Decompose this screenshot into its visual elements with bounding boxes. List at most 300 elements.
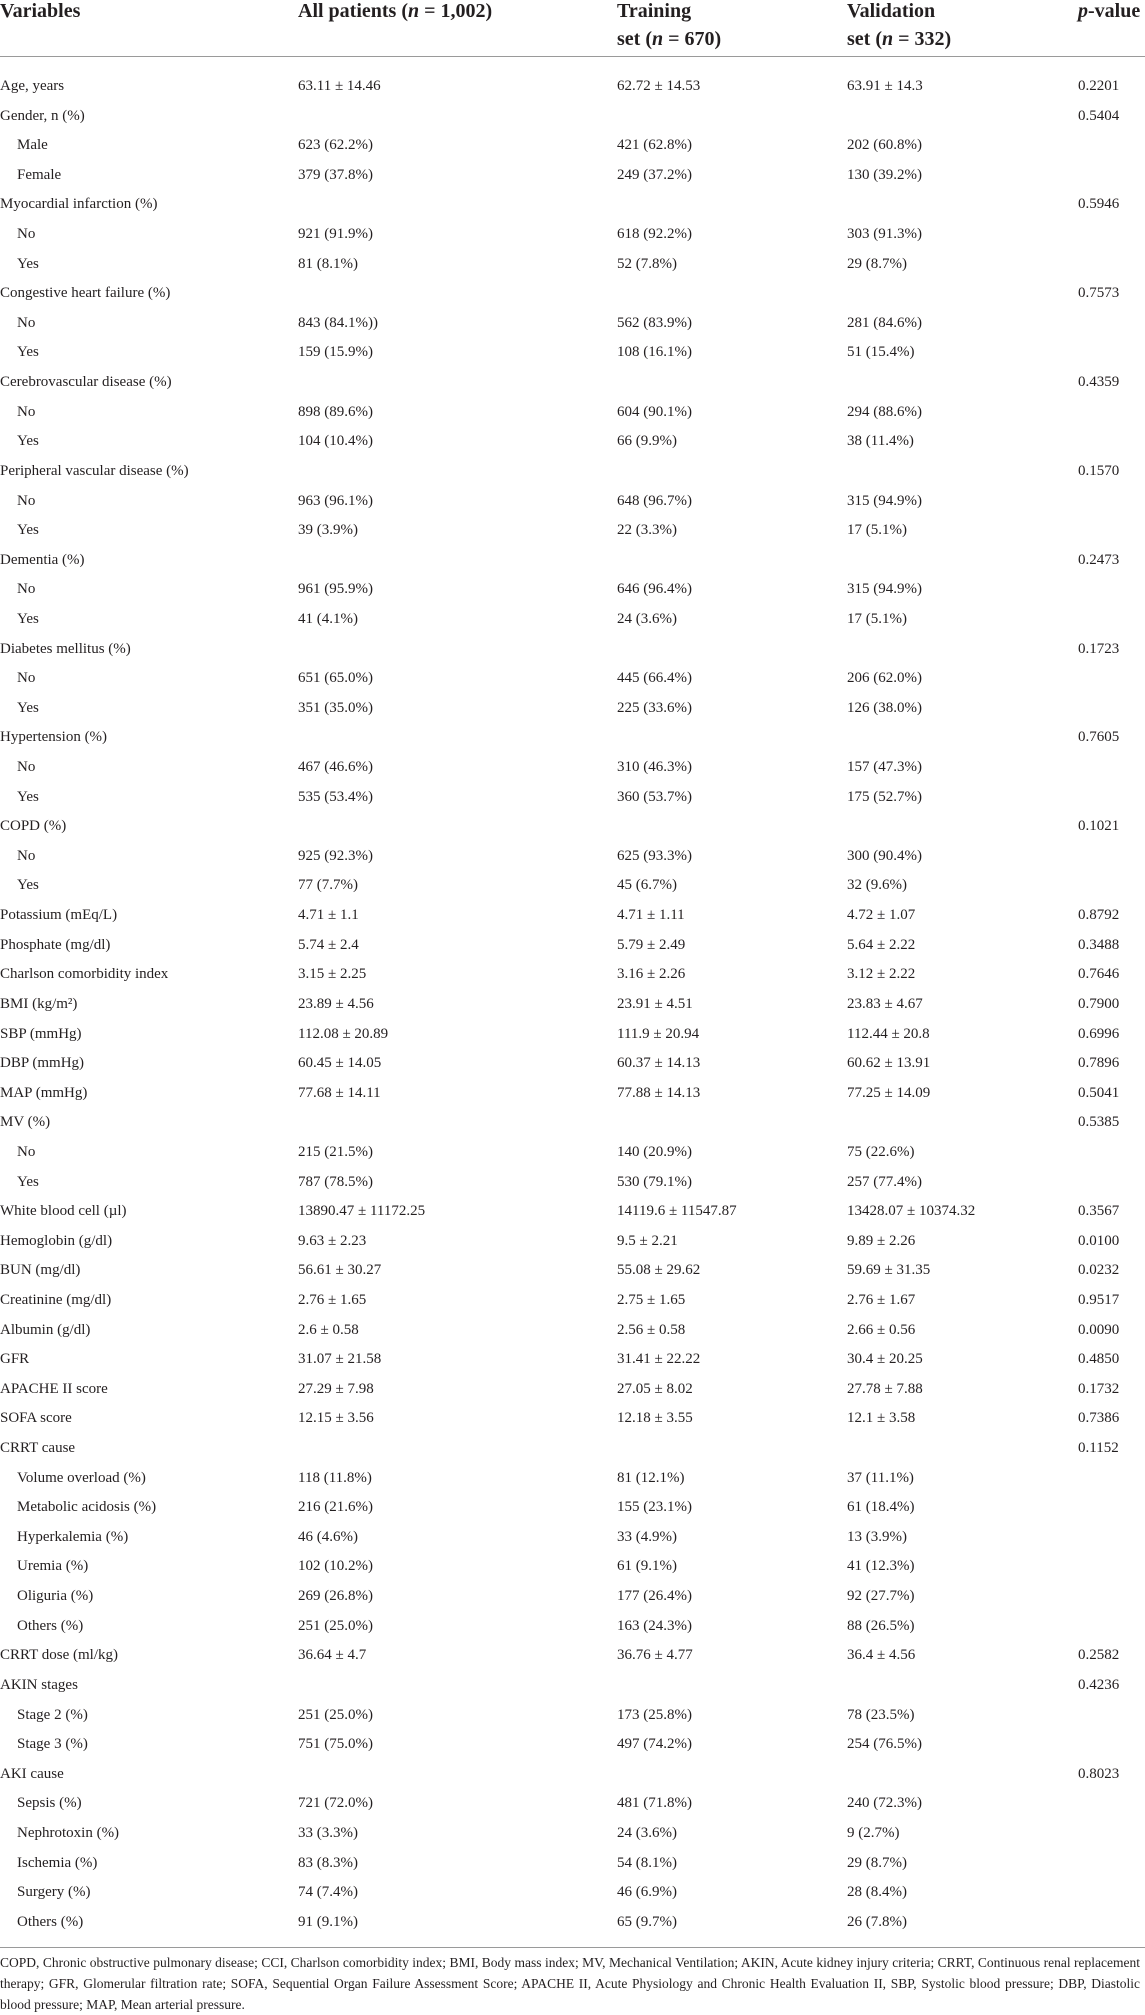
training-cell: 225 (33.6%) <box>617 699 692 716</box>
all-patients-cell: 216 (21.6%) <box>298 1499 373 1516</box>
table-row <box>0 1908 1145 1938</box>
row-label: SBP (mmHg) <box>0 1025 82 1042</box>
all-patients-cell: 269 (26.8%) <box>298 1588 373 1605</box>
training-cell: 163 (24.3%) <box>617 1617 692 1634</box>
validation-cell: 29 (8.7%) <box>847 255 907 272</box>
row-label: COPD (%) <box>0 818 67 835</box>
all-patients-cell: 787 (78.5%) <box>298 1173 373 1190</box>
table-row <box>0 1701 1145 1731</box>
row-label: CRRT dose (ml/kg) <box>0 1647 118 1664</box>
table-row <box>0 1819 1145 1849</box>
training-cell: 530 (79.1%) <box>617 1173 692 1190</box>
training-cell: 618 (92.2%) <box>617 226 692 243</box>
training-cell: 24 (3.6%) <box>617 1824 677 1841</box>
table-row <box>0 309 1145 339</box>
row-label: BMI (kg/m²) <box>0 995 78 1012</box>
p-value-cell: 0.7900 <box>1078 995 1120 1012</box>
all-patients-cell: 721 (72.0%) <box>298 1795 373 1812</box>
row-label: No <box>17 1143 36 1160</box>
p-value-cell: 0.0100 <box>1078 1232 1120 1249</box>
row-label: Yes <box>17 1173 39 1190</box>
training-cell: 22 (3.3%) <box>617 522 677 539</box>
training-cell: 31.41 ± 22.22 <box>617 1351 701 1368</box>
validation-cell: 60.62 ± 13.91 <box>847 1055 931 1072</box>
all-patients-cell: 74 (7.4%) <box>298 1884 358 1901</box>
header-training-set: Training set (n = 670) <box>617 0 722 50</box>
training-cell: 52 (7.8%) <box>617 255 677 272</box>
table-row <box>0 161 1145 191</box>
all-patients-cell: 104 (10.4%) <box>298 433 373 450</box>
training-cell: 60.37 ± 14.13 <box>617 1055 701 1072</box>
p-value-cell: 0.6996 <box>1078 1025 1120 1042</box>
table-header <box>0 0 1145 57</box>
validation-cell: 254 (76.5%) <box>847 1736 922 1753</box>
row-label: Male <box>17 137 48 154</box>
p-value-cell: 0.1723 <box>1078 640 1120 657</box>
all-patients-cell: 27.29 ± 7.98 <box>298 1380 374 1397</box>
validation-cell: 27.78 ± 7.88 <box>847 1380 923 1397</box>
row-label: Potassium (mEq/L) <box>0 907 118 924</box>
p-value-cell: 0.7896 <box>1078 1055 1120 1072</box>
validation-cell: 257 (77.4%) <box>847 1173 922 1190</box>
table-row <box>0 960 1145 990</box>
all-patients-cell: 2.76 ± 1.65 <box>298 1291 367 1308</box>
row-label: Female <box>17 166 62 183</box>
row-label: MAP (mmHg) <box>0 1084 88 1101</box>
training-cell: 2.56 ± 0.58 <box>617 1321 686 1338</box>
table-row <box>0 102 1145 132</box>
row-label: Volume overload (%) <box>17 1469 146 1486</box>
training-cell: 4.71 ± 1.11 <box>617 907 685 924</box>
all-patients-cell: 23.89 ± 4.56 <box>298 995 374 1012</box>
p-value-cell: 0.7605 <box>1078 729 1120 746</box>
table-row <box>0 812 1145 842</box>
table-row <box>0 1612 1145 1642</box>
header-validation-set: Validation set (n = 332) <box>847 0 952 50</box>
all-patients-cell: 925 (92.3%) <box>298 847 373 864</box>
row-label: Yes <box>17 699 39 716</box>
validation-cell: 126 (38.0%) <box>847 699 922 716</box>
all-patients-cell: 535 (53.4%) <box>298 788 373 805</box>
training-cell: 81 (12.1%) <box>617 1469 685 1486</box>
table-row <box>0 605 1145 635</box>
table-row <box>0 753 1145 783</box>
row-label: Dementia (%) <box>0 551 85 568</box>
table-row <box>0 1286 1145 1316</box>
row-label: Congestive heart failure (%) <box>0 285 171 302</box>
table-row <box>0 1256 1145 1286</box>
table-row <box>0 1849 1145 1879</box>
row-label: No <box>17 226 36 243</box>
validation-cell: 112.44 ± 20.8 <box>847 1025 930 1042</box>
all-patients-cell: 215 (21.5%) <box>298 1143 373 1160</box>
row-label: Age, years <box>0 78 65 94</box>
all-patients-cell: 91 (9.1%) <box>298 1913 358 1930</box>
all-patients-cell: 5.74 ± 2.4 <box>298 936 359 953</box>
table-row <box>0 338 1145 368</box>
validation-cell: 88 (26.5%) <box>847 1617 915 1634</box>
training-cell: 65 (9.7%) <box>617 1913 677 1930</box>
table-row <box>0 931 1145 961</box>
p-value-cell: 0.2201 <box>1078 78 1120 94</box>
validation-cell: 4.72 ± 1.07 <box>847 907 916 924</box>
training-cell: 604 (90.1%) <box>617 403 692 420</box>
row-label: Hypertension (%) <box>0 729 108 746</box>
validation-cell: 5.64 ± 2.22 <box>847 936 916 953</box>
training-cell: 54 (8.1%) <box>617 1854 677 1871</box>
table-row <box>0 250 1145 280</box>
row-label: Yes <box>17 255 39 272</box>
p-value-cell: 0.3488 <box>1078 936 1120 953</box>
row-label: White blood cell (µl) <box>0 1203 127 1220</box>
row-label: Uremia (%) <box>17 1558 89 1575</box>
all-patients-cell: 13890.47 ± 11172.25 <box>298 1203 426 1220</box>
all-patients-cell: 4.71 ± 1.1 <box>298 907 359 924</box>
training-cell: 497 (74.2%) <box>617 1736 692 1753</box>
validation-cell: 315 (94.9%) <box>847 581 922 598</box>
training-cell: 648 (96.7%) <box>617 492 692 509</box>
row-label: Myocardial infarction (%) <box>0 196 158 213</box>
training-cell: 45 (6.7%) <box>617 877 677 894</box>
all-patients-cell: 112.08 ± 20.89 <box>298 1025 389 1042</box>
row-label: Charlson comorbidity index <box>0 966 169 983</box>
table-row <box>0 1552 1145 1582</box>
all-patients-cell: 351 (35.0%) <box>298 699 373 716</box>
table-row <box>0 1049 1145 1079</box>
validation-cell: 13 (3.9%) <box>847 1528 907 1545</box>
table-row <box>0 190 1145 220</box>
all-patients-cell: 33 (3.3%) <box>298 1824 358 1841</box>
validation-cell: 36.4 ± 4.56 <box>847 1647 916 1664</box>
all-patients-cell: 81 (8.1%) <box>298 255 358 272</box>
all-patients-cell: 843 (84.1%)) <box>298 314 378 331</box>
row-label: Nephrotoxin (%) <box>17 1824 120 1841</box>
row-label: Others (%) <box>17 1913 84 1930</box>
training-cell: 310 (46.3%) <box>617 759 692 776</box>
validation-cell: 30.4 ± 20.25 <box>847 1351 923 1368</box>
validation-cell: 63.91 ± 14.3 <box>847 78 923 94</box>
table-row <box>0 1493 1145 1523</box>
training-cell: 421 (62.8%) <box>617 137 692 154</box>
row-label: Ischemia (%) <box>17 1854 98 1871</box>
row-label: No <box>17 492 36 509</box>
training-cell: 62.72 ± 14.53 <box>617 78 701 94</box>
table-row <box>0 1138 1145 1168</box>
row-label: DBP (mmHg) <box>0 1055 85 1072</box>
row-label: Others (%) <box>17 1617 84 1634</box>
training-cell: 177 (26.4%) <box>617 1588 692 1605</box>
p-value-cell: 0.4850 <box>1078 1351 1120 1368</box>
validation-cell: 206 (62.0%) <box>847 670 922 687</box>
row-label: Yes <box>17 877 39 894</box>
training-cell: 24 (3.6%) <box>617 610 677 627</box>
validation-cell: 61 (18.4%) <box>847 1499 915 1516</box>
validation-cell: 157 (47.3%) <box>847 759 922 776</box>
training-cell: 12.18 ± 3.55 <box>617 1410 693 1427</box>
validation-cell: 175 (52.7%) <box>847 788 922 805</box>
row-label: APACHE II score <box>0 1380 108 1397</box>
all-patients-cell: 102 (10.2%) <box>298 1558 373 1575</box>
table-row <box>0 575 1145 605</box>
p-value-cell: 0.7386 <box>1078 1410 1120 1427</box>
table-row <box>0 457 1145 487</box>
training-cell: 55.08 ± 29.62 <box>617 1262 701 1279</box>
all-patients-cell: 159 (15.9%) <box>298 344 373 361</box>
p-value-cell: 0.8023 <box>1078 1765 1120 1782</box>
table-row <box>0 1375 1145 1405</box>
training-cell: 36.76 ± 4.77 <box>617 1647 693 1664</box>
training-cell: 481 (71.8%) <box>617 1795 692 1812</box>
p-value-cell: 0.1570 <box>1078 462 1120 479</box>
table-row <box>0 842 1145 872</box>
table-row <box>0 220 1145 250</box>
all-patients-cell: 898 (89.6%) <box>298 403 373 420</box>
table-row <box>0 427 1145 457</box>
table-row <box>0 546 1145 576</box>
all-patients-cell: 36.64 ± 4.7 <box>298 1647 367 1664</box>
validation-cell: 59.69 ± 31.35 <box>847 1262 931 1279</box>
table-row <box>0 1641 1145 1671</box>
table-row <box>0 131 1145 161</box>
validation-cell: 92 (27.7%) <box>847 1588 915 1605</box>
table-row <box>0 1404 1145 1434</box>
validation-cell: 2.76 ± 1.67 <box>847 1291 916 1308</box>
training-cell: 33 (4.9%) <box>617 1528 677 1545</box>
row-label: Metabolic acidosis (%) <box>17 1499 157 1516</box>
table-row <box>0 1878 1145 1908</box>
row-label: SOFA score <box>0 1410 72 1427</box>
validation-cell: 12.1 ± 3.58 <box>847 1410 916 1427</box>
training-cell: 5.79 ± 2.49 <box>617 936 686 953</box>
table-footnote: COPD, Chronic obstructive pulmonary disease; CCI, Charlson comorbidity index; BMI, Body mass index; MV, Mechanical Ventilation; AKIN, Acute kidney injury criteria; CRRT, Continuous renal replacement therapy; GFR, Glomerular filtration rate; SOFA, Sequential Organ Failure Assessment Score; APACHE II, Acute Physiology and Chronic Health Evaluation II, SBP, Systolic blood pressure; DBP, Diastolic blood pressure; MAP, Mean arterial pressure. <box>0 1955 1140 2012</box>
all-patients-cell: 2.6 ± 0.58 <box>298 1321 359 1338</box>
p-value-cell: 0.1021 <box>1078 818 1120 835</box>
all-patients-cell: 41 (4.1%) <box>298 610 358 627</box>
all-patients-cell: 63.11 ± 14.46 <box>298 78 381 94</box>
row-label: MV (%) <box>0 1114 51 1131</box>
table-row <box>0 664 1145 694</box>
table-row <box>0 1108 1145 1138</box>
table-row <box>0 368 1145 398</box>
validation-cell: 9.89 ± 2.26 <box>847 1232 916 1249</box>
training-cell: 27.05 ± 8.02 <box>617 1380 693 1397</box>
validation-cell: 23.83 ± 4.67 <box>847 995 923 1012</box>
all-patients-cell: 651 (65.0%) <box>298 670 373 687</box>
row-label: Hyperkalemia (%) <box>17 1528 129 1545</box>
all-patients-cell: 46 (4.6%) <box>298 1528 358 1545</box>
table-row <box>0 1168 1145 1198</box>
training-cell: 646 (96.4%) <box>617 581 692 598</box>
table-row <box>0 72 1145 102</box>
table-row <box>0 279 1145 309</box>
table-row <box>0 1227 1145 1257</box>
row-label: Phosphate (mg/dl) <box>0 936 111 953</box>
p-value-cell: 0.3567 <box>1078 1203 1120 1220</box>
row-label: Stage 3 (%) <box>17 1736 88 1753</box>
all-patients-cell: 251 (25.0%) <box>298 1617 373 1634</box>
training-cell: 2.75 ± 1.65 <box>617 1291 686 1308</box>
validation-cell: 281 (84.6%) <box>847 314 922 331</box>
all-patients-cell: 3.15 ± 2.25 <box>298 966 367 983</box>
all-patients-cell: 251 (25.0%) <box>298 1706 373 1723</box>
all-patients-cell: 961 (95.9%) <box>298 581 373 598</box>
validation-cell: 26 (7.8%) <box>847 1913 907 1930</box>
all-patients-cell: 39 (3.9%) <box>298 522 358 539</box>
table-row <box>0 990 1145 1020</box>
all-patients-cell: 9.63 ± 2.23 <box>298 1232 367 1249</box>
p-value-cell: 0.5041 <box>1078 1084 1120 1101</box>
row-label: Yes <box>17 522 39 539</box>
table-row <box>0 398 1145 428</box>
table-row <box>0 1760 1145 1790</box>
validation-cell: 300 (90.4%) <box>847 847 922 864</box>
p-value-cell: 0.9517 <box>1078 1291 1120 1308</box>
row-label: Yes <box>17 433 39 450</box>
p-value-cell: 0.7573 <box>1078 285 1120 302</box>
table-row <box>0 694 1145 724</box>
header-all-patients: All patients (n = 1,002) <box>298 0 493 22</box>
validation-cell: 77.25 ± 14.09 <box>847 1084 931 1101</box>
row-label: Yes <box>17 610 39 627</box>
validation-cell: 75 (22.6%) <box>847 1143 915 1160</box>
validation-cell: 315 (94.9%) <box>847 492 922 509</box>
table-row <box>0 635 1145 665</box>
table-row <box>0 901 1145 931</box>
row-label: Hemoglobin (g/dl) <box>0 1232 113 1249</box>
row-label: Albumin (g/dl) <box>0 1321 91 1338</box>
p-value-cell: 0.8792 <box>1078 907 1120 924</box>
table-row <box>0 516 1145 546</box>
training-cell: 3.16 ± 2.26 <box>617 966 686 983</box>
header-variables: Variables <box>0 0 81 22</box>
row-label: Stage 2 (%) <box>17 1706 88 1723</box>
row-label: No <box>17 670 36 687</box>
training-cell: 562 (83.9%) <box>617 314 692 331</box>
training-cell: 360 (53.7%) <box>617 788 692 805</box>
table-row <box>0 871 1145 901</box>
p-value-cell: 0.5385 <box>1078 1114 1120 1131</box>
validation-cell: 17 (5.1%) <box>847 610 907 627</box>
training-cell: 77.88 ± 14.13 <box>617 1084 701 1101</box>
validation-cell: 51 (15.4%) <box>847 344 915 361</box>
table-row <box>0 1345 1145 1375</box>
table-row <box>0 1730 1145 1760</box>
p-value-cell: 0.0090 <box>1078 1321 1120 1338</box>
row-label: No <box>17 581 36 598</box>
row-label: Yes <box>17 344 39 361</box>
all-patients-cell: 56.61 ± 30.27 <box>298 1262 382 1279</box>
all-patients-cell: 118 (11.8%) <box>298 1469 372 1486</box>
validation-cell: 294 (88.6%) <box>847 403 922 420</box>
training-cell: 249 (37.2%) <box>617 166 692 183</box>
table-body <box>0 72 1145 1937</box>
all-patients-cell: 467 (46.6%) <box>298 759 373 776</box>
training-cell: 111.9 ± 20.94 <box>617 1025 700 1042</box>
validation-cell: 2.66 ± 0.56 <box>847 1321 916 1338</box>
validation-cell: 38 (11.4%) <box>847 433 914 450</box>
all-patients-cell: 77 (7.7%) <box>298 877 358 894</box>
row-label: Creatinine (mg/dl) <box>0 1291 112 1308</box>
validation-cell: 41 (12.3%) <box>847 1558 915 1575</box>
all-patients-cell: 751 (75.0%) <box>298 1736 373 1753</box>
table-row <box>0 1197 1145 1227</box>
p-value-cell: 0.7646 <box>1078 966 1120 983</box>
table-row <box>0 1434 1145 1464</box>
validation-cell: 240 (72.3%) <box>847 1795 922 1812</box>
row-label: AKIN stages <box>0 1676 78 1693</box>
training-cell: 46 (6.9%) <box>617 1884 677 1901</box>
all-patients-cell: 963 (96.1%) <box>298 492 373 509</box>
row-label: No <box>17 759 36 776</box>
training-cell: 625 (93.3%) <box>617 847 692 864</box>
all-patients-cell: 77.68 ± 14.11 <box>298 1084 381 1101</box>
p-value-cell: 0.4359 <box>1078 374 1120 391</box>
p-value-cell: 0.2582 <box>1078 1647 1120 1664</box>
row-label: Yes <box>17 788 39 805</box>
table-bottom-rule <box>0 1947 1145 1948</box>
validation-cell: 13428.07 ± 10374.32 <box>847 1203 976 1220</box>
p-value-cell: 0.5946 <box>1078 196 1120 213</box>
row-label: Gender, n (%) <box>0 107 85 124</box>
validation-cell: 29 (8.7%) <box>847 1854 907 1871</box>
table-row <box>0 783 1145 813</box>
table-row <box>0 1523 1145 1553</box>
all-patients-cell: 379 (37.8%) <box>298 166 373 183</box>
training-cell: 108 (16.1%) <box>617 344 692 361</box>
row-label: Diabetes mellitus (%) <box>0 640 131 657</box>
row-label: AKI cause <box>0 1765 64 1782</box>
training-cell: 66 (9.9%) <box>617 433 677 450</box>
validation-cell: 17 (5.1%) <box>847 522 907 539</box>
row-label: No <box>17 847 36 864</box>
training-cell: 445 (66.4%) <box>617 670 692 687</box>
validation-cell: 9 (2.7%) <box>847 1824 900 1841</box>
training-cell: 173 (25.8%) <box>617 1706 692 1723</box>
all-patients-cell: 31.07 ± 21.58 <box>298 1351 382 1368</box>
validation-cell: 303 (91.3%) <box>847 226 922 243</box>
p-value-cell: 0.1152 <box>1078 1440 1119 1457</box>
validation-cell: 78 (23.5%) <box>847 1706 915 1723</box>
table-row <box>0 1582 1145 1612</box>
table-row <box>0 1464 1145 1494</box>
row-label: No <box>17 314 36 331</box>
validation-cell: 32 (9.6%) <box>847 877 907 894</box>
training-cell: 23.91 ± 4.51 <box>617 995 693 1012</box>
validation-cell: 28 (8.4%) <box>847 1884 907 1901</box>
table-row <box>0 1789 1145 1819</box>
training-cell: 9.5 ± 2.21 <box>617 1232 678 1249</box>
row-label: GFR <box>0 1351 30 1368</box>
all-patients-cell: 83 (8.3%) <box>298 1854 358 1871</box>
p-value-cell: 0.1732 <box>1078 1380 1120 1397</box>
validation-cell: 37 (11.1%) <box>847 1469 914 1486</box>
validation-cell: 3.12 ± 2.22 <box>847 966 916 983</box>
row-label: Oliguria (%) <box>17 1588 94 1605</box>
table-row <box>0 1079 1145 1109</box>
table-row <box>0 1020 1145 1050</box>
table-row <box>0 1671 1145 1701</box>
row-label: No <box>17 403 36 420</box>
table-row <box>0 487 1145 517</box>
training-cell: 155 (23.1%) <box>617 1499 692 1516</box>
row-label: BUN (mg/dl) <box>0 1262 81 1279</box>
all-patients-cell: 12.15 ± 3.56 <box>298 1410 374 1427</box>
training-cell: 140 (20.9%) <box>617 1143 692 1160</box>
p-value-cell: 0.2473 <box>1078 551 1120 568</box>
table-row <box>0 723 1145 753</box>
header-p-value: p-value <box>1078 0 1141 22</box>
all-patients-cell: 623 (62.2%) <box>298 137 373 154</box>
